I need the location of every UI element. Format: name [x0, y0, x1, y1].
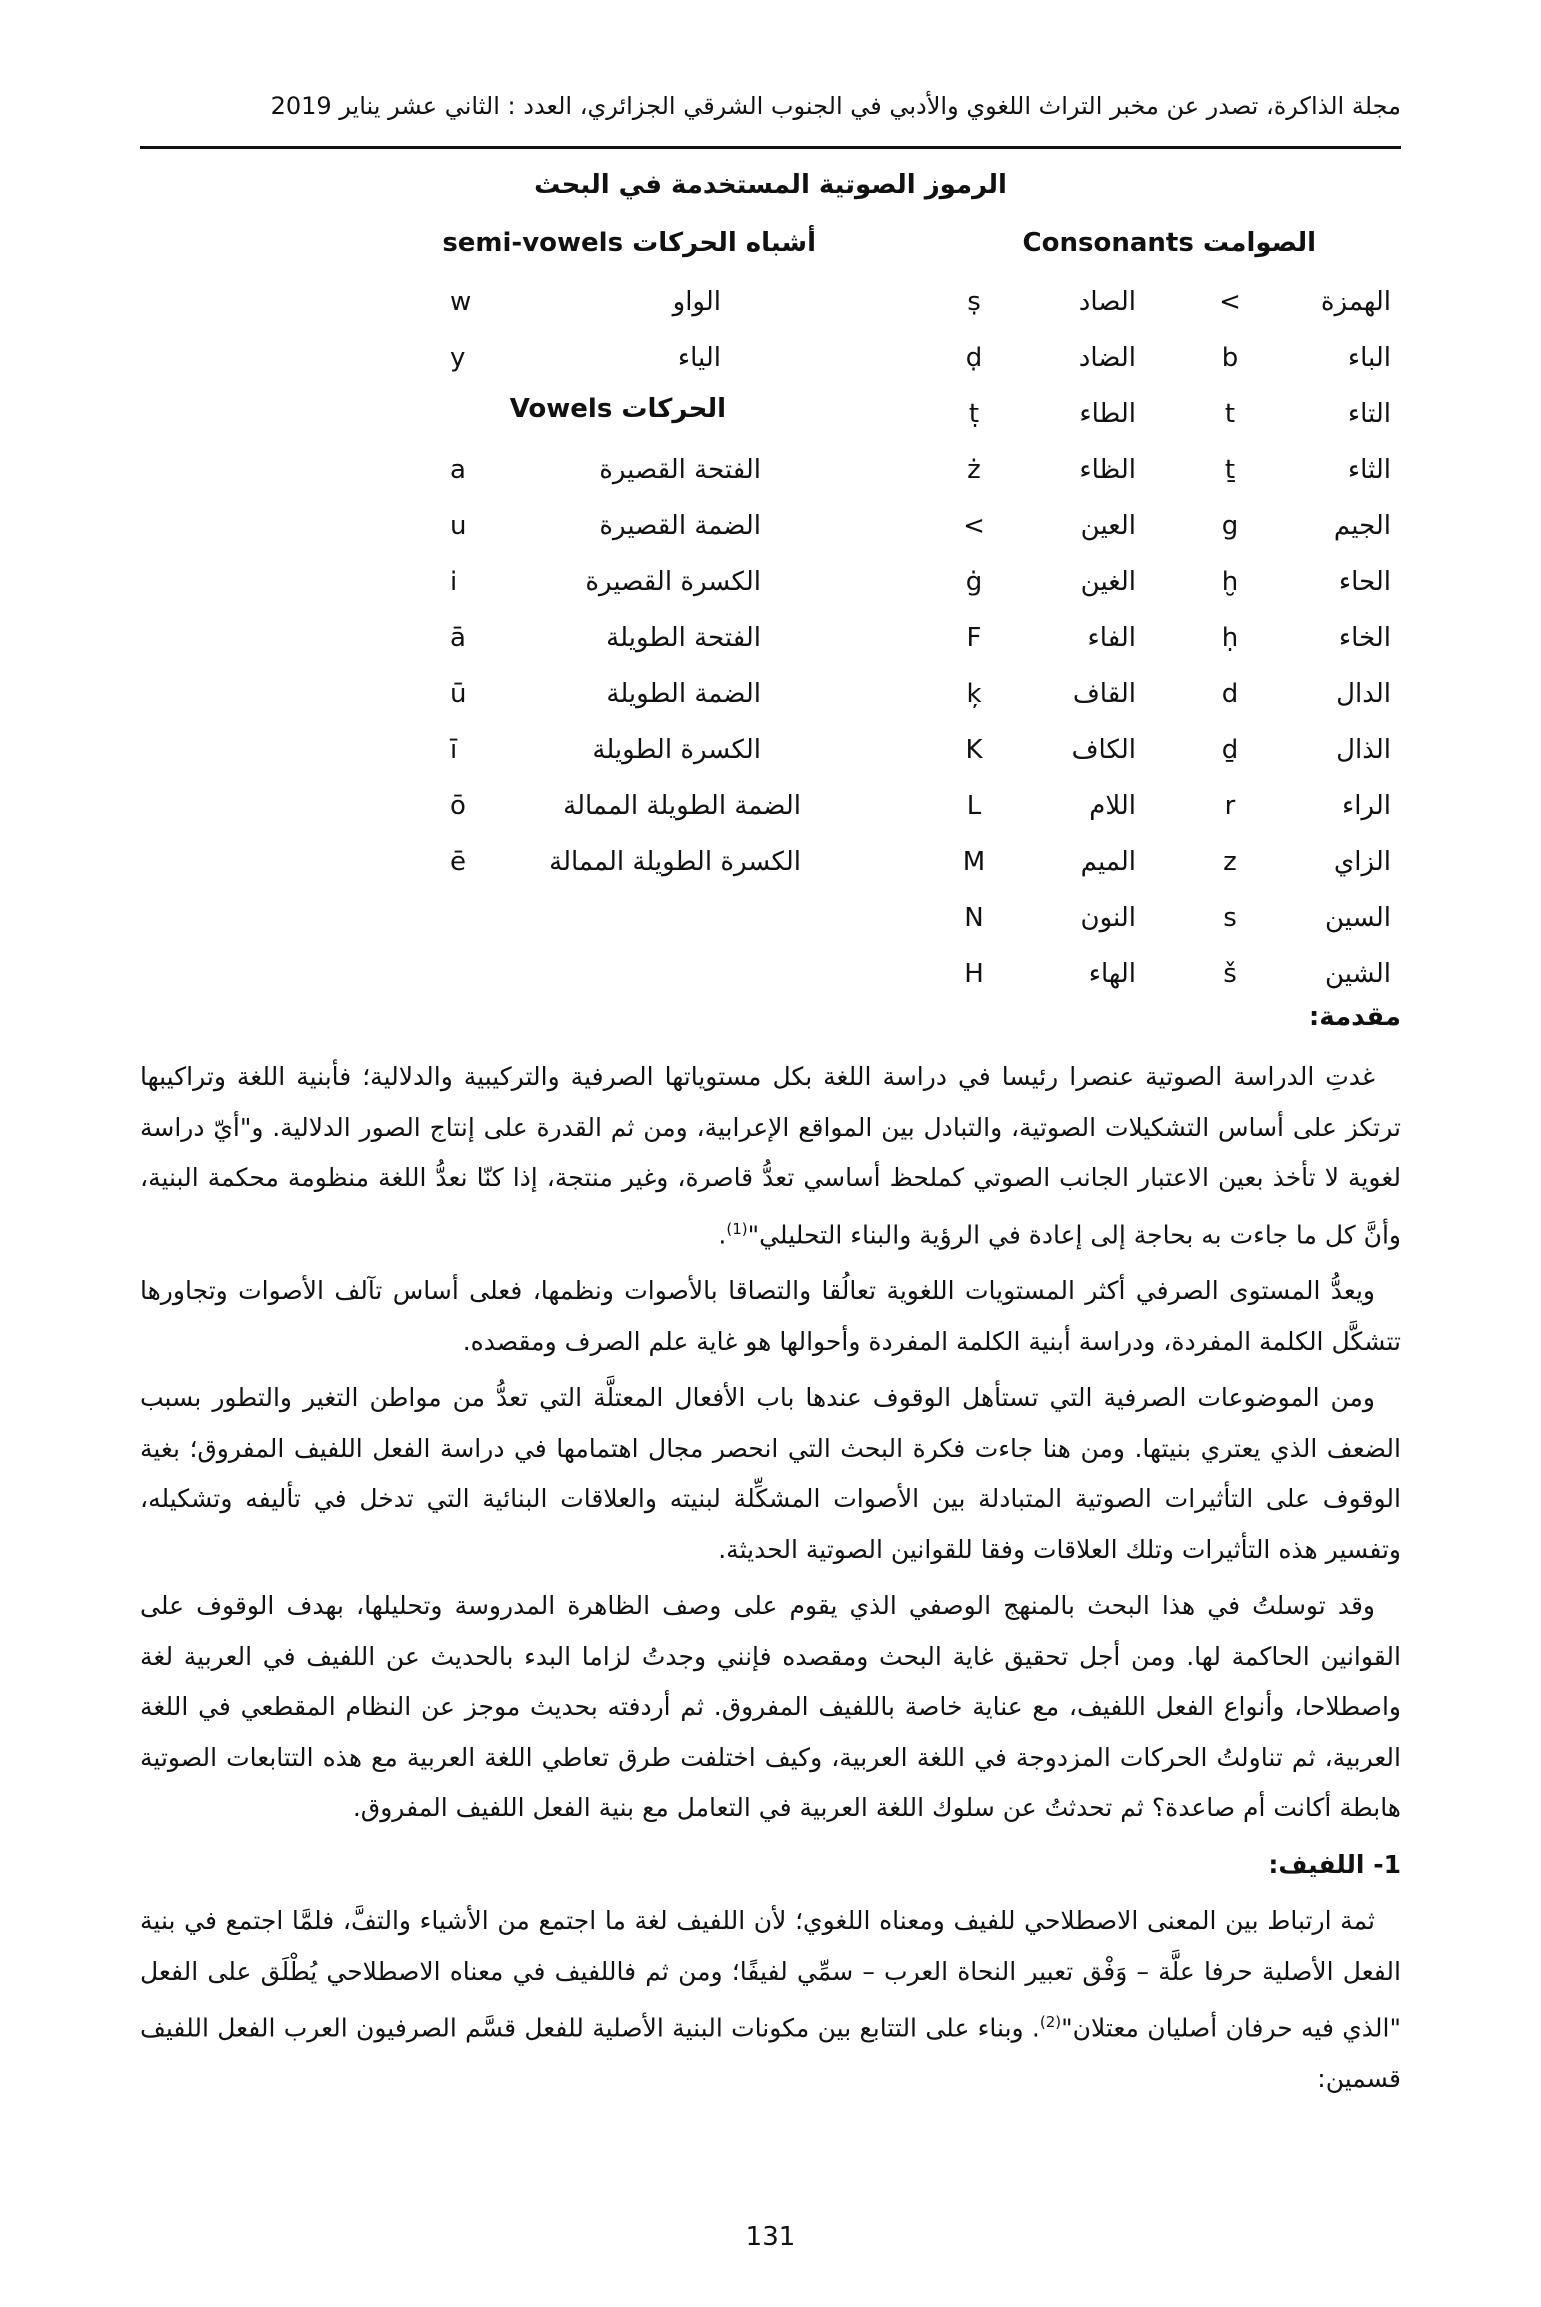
consonant-name: الهاء	[1088, 959, 1136, 989]
table-row	[0, 838, 1541, 886]
consonant-name: التاء	[1347, 399, 1391, 429]
consonant-symbol: š	[1223, 959, 1237, 989]
semivowel-name: الياء	[677, 343, 721, 373]
journal-header: مجلة الذاكرة، تصدر عن مخبر التراث اللغوي والأدبي في الجنوب الشرقي الجزائري، العدد : الثاني عشر يناير 2019	[270, 92, 1401, 120]
semivowels-heading-en: semi-vowels	[442, 228, 624, 258]
page-number: 131	[745, 2222, 796, 2252]
vowel-name: الضمة الطويلة	[606, 679, 761, 709]
consonant-symbol: <	[1219, 287, 1241, 317]
consonant-symbol: <	[963, 511, 985, 541]
section-heading: 1- اللفيف:	[1268, 1849, 1401, 1879]
table-row	[0, 502, 1541, 550]
consonant-symbol: ḏ	[1221, 735, 1239, 765]
consonant-name: الشين	[1325, 959, 1391, 989]
table-row	[0, 334, 1541, 382]
consonant-name: اللام	[1089, 791, 1136, 821]
table-row	[0, 614, 1541, 662]
table-row	[0, 726, 1541, 774]
vowel-name: الفتحة الطويلة	[606, 623, 761, 653]
body-text	[140, 1052, 1401, 2111]
consonant-name: الباء	[1347, 343, 1391, 373]
vowel-symbol: ē	[450, 847, 466, 877]
semivowel-name: الواو	[672, 287, 721, 317]
footnote-ref: (2)	[1039, 2013, 1062, 2032]
vowel-symbol: a	[450, 455, 466, 485]
intro-heading: مقدمة:	[1308, 1002, 1401, 1032]
vowel-symbol: i	[450, 567, 458, 597]
consonant-symbol: s	[1223, 903, 1237, 933]
consonant-name: الفاء	[1087, 623, 1136, 653]
consonant-symbol: ķ	[966, 679, 982, 709]
semivowel-symbol: y	[450, 343, 466, 373]
consonant-name: الظاء	[1079, 455, 1136, 485]
consonant-symbol: L	[966, 791, 982, 821]
paragraph: ومن الموضوعات الصرفية التي تستأهل الوقوف عندها باب الأفعال المعتلَّة التي تعدُّ من مواطن التغير والتطور بسبب الضعف الذي يعتري بنيتها. ومن هنا جاءت فكرة البحث التي انحصر مجال اهتمامها في دراسة الفعل اللفيف المفروق؛ بغية الوقوف على التأثيرات الصوتية المتبادلة بين الأصوات المشكِّلة لبنيته والعلاقات البنائية التي تدخل في تأليفه وتشكيله، وتفسير هذه التأثيرات وتلك العلاقات وفقا للقوانين الصوتية الحديثة.	[140, 1383, 1401, 1564]
consonants-heading-ar: الصوامت	[1202, 228, 1316, 258]
consonant-symbol: ḍ	[965, 343, 983, 373]
footnote-ref: (1)	[726, 1219, 748, 1238]
vowel-name: الكسرة الطويلة	[592, 735, 761, 765]
table-title: الرموز الصوتية المستخدمة في البحث	[534, 170, 1007, 200]
paragraph: وقد توسلتُ في هذا البحث بالمنهج الوصفي الذي يقوم على وصف الظاهرة المدروسة وتحليلها، بهدف الوقوف على القوانين الحاكمة لها. ومن أجل تحقيق غاية البحث ومقصده فإنني وجدتُ لزاما البدء بالحديث عن اللفيف في العربية لغة واصطلاحا، وأنواع الفعل اللفيف، مع عناية خاصة باللفيف المفروق. ثم أردفته بحديث موجز عن النظام المقطعي في اللغة العربية، ثم تناولتُ الحركات المزدوجة في اللغة العربية، وكيف اختلفت طرق تعاطي اللغة العربية مع هذه التتابعات الصوتية هابطة أكانت أم صاعدة؟ ثم تحدثتُ عن سلوك اللغة العربية في التعامل مع بنية الفعل اللفيف المفروق.	[140, 1591, 1401, 1823]
consonant-symbol: N	[964, 903, 984, 933]
consonant-name: الزاي	[1333, 847, 1391, 877]
vowels-heading-en: Vowels	[509, 394, 613, 424]
consonant-symbol: M	[962, 847, 986, 877]
consonant-symbol: K	[965, 735, 983, 765]
consonant-name: الضاد	[1078, 343, 1136, 373]
vowel-symbol: ā	[450, 623, 466, 653]
table-row	[0, 446, 1541, 494]
consonant-name: الهمزة	[1320, 287, 1391, 317]
table-row	[0, 782, 1541, 830]
consonant-symbol: ḫ	[1221, 567, 1239, 597]
vowel-name: الفتحة القصيرة	[599, 455, 761, 485]
consonant-name: السين	[1325, 903, 1391, 933]
consonant-symbol: ṯ	[1224, 455, 1236, 485]
consonant-name: الميم	[1080, 847, 1136, 877]
table-row	[0, 894, 1541, 942]
vowel-symbol: ū	[450, 679, 467, 709]
consonant-symbol: z	[1223, 847, 1237, 877]
consonant-name: الغين	[1080, 567, 1136, 597]
consonant-name: القاف	[1072, 679, 1136, 709]
consonant-name: الصاد	[1078, 287, 1136, 317]
consonant-symbol: ḥ	[1221, 623, 1239, 653]
consonant-name: الحاء	[1338, 567, 1391, 597]
table-row	[0, 670, 1541, 718]
consonant-symbol: b	[1221, 343, 1239, 373]
consonant-name: الراء	[1342, 791, 1391, 821]
semivowels-heading-ar: أشباه الحركات	[632, 228, 816, 258]
consonant-symbol: ġ	[965, 567, 983, 597]
paragraph: ثمة ارتباط بين المعنى الاصطلاحي للفيف ومعناه اللغوي؛ لأن اللفيف لغة ما اجتمع من الأشياء والتفَّ، فلمَّا اجتمع في بنية الفعل الأصلية حرفا علَّة – وَفْق تعبير النحاة العرب – سمِّي لفيفًا؛ ومن ثم فاللفيف في معناه الاصطلاحي يُطْلَق على الفعل "الذي فيه حرفان أصليان معتلان"$^{(2)}$. وبناء على التتابع بين مكونات البنية الأصلية للفعل قسَّم الصرفيون العرب الفعل اللفيف قسمين:	[140, 1906, 1401, 2094]
consonant-symbol: ż	[967, 455, 981, 485]
consonant-name: الجيم	[1333, 511, 1391, 541]
consonant-symbol: H	[964, 959, 984, 989]
vowel-name: الكسرة القصيرة	[585, 567, 761, 597]
consonant-symbol: ṭ	[968, 399, 980, 429]
consonants-heading-en: Consonants	[1022, 228, 1194, 258]
consonant-name: العين	[1080, 511, 1136, 541]
consonant-name: الذال	[1336, 735, 1391, 765]
consonant-symbol: g	[1221, 511, 1239, 541]
consonants-heading	[1023, 228, 1316, 258]
consonant-name: الدال	[1336, 679, 1391, 709]
vowel-symbol: ī	[450, 735, 458, 765]
consonant-symbol: t	[1224, 399, 1236, 429]
consonant-name: النون	[1080, 903, 1136, 933]
vowel-name: الضمة الطويلة الممالة	[563, 791, 801, 821]
table-row	[0, 950, 1541, 998]
paragraph: غدتِ الدراسة الصوتية عنصرا رئيسا في دراسة اللغة بكل مستوياتها الصرفية والتركيبية والدلالية؛ فأبنية اللغة وتراكيبها ترتكز على أساس التشكيلات الصوتية، والتبادل بين المواقع الإعرابية، ومن ثم القدرة على إنتاج الصور الدلالية. و"أيّ دراسة لغوية لا تأخذ بعين الاعتبار الجانب الصوتي كملحظ أساسي تعدُّ قاصرة، وغير منتجة، إذا كنّا نعدُّ اللغة منظومة محكمة البنية، وأنَّ كل ما جاءت به بحاجة إلى إعادة في الرؤية والبناء التحليلي"$^{(1)}$.	[140, 1062, 1401, 1249]
vowel-symbol: u	[450, 511, 467, 541]
consonant-symbol: F	[966, 623, 982, 653]
consonant-symbol: ṣ	[967, 287, 981, 317]
vowel-symbol: ō	[450, 791, 466, 821]
semivowel-symbol: w	[450, 287, 472, 317]
paragraph: ويعدُّ المستوى الصرفي أكثر المستويات اللغوية تعالُقا والتصاقا بالأصوات ونظمها، فعلى أساس تآلف الأصوات وتجاورها تتشكَّل الكلمة المفردة، ودراسة أبنية الكلمة المفردة وأحوالها هو غاية علم الصرف ومقصده.	[140, 1276, 1401, 1356]
consonant-symbol: d	[1221, 679, 1239, 709]
table-row	[0, 390, 1541, 438]
consonant-name: الخاء	[1338, 623, 1391, 653]
header-rule	[140, 146, 1401, 149]
vowels-heading-ar: الحركات	[621, 394, 726, 424]
vowel-name: الكسرة الطويلة الممالة	[549, 847, 801, 877]
consonant-name: الكاف	[1071, 735, 1136, 765]
consonant-name: الطاء	[1079, 399, 1136, 429]
table-row	[0, 278, 1541, 326]
vowel-name: الضمة القصيرة	[599, 511, 761, 541]
semivowels-heading	[442, 228, 816, 258]
consonant-name: الثاء	[1347, 455, 1391, 485]
table-row	[0, 558, 1541, 606]
consonant-symbol: r	[1224, 791, 1236, 821]
